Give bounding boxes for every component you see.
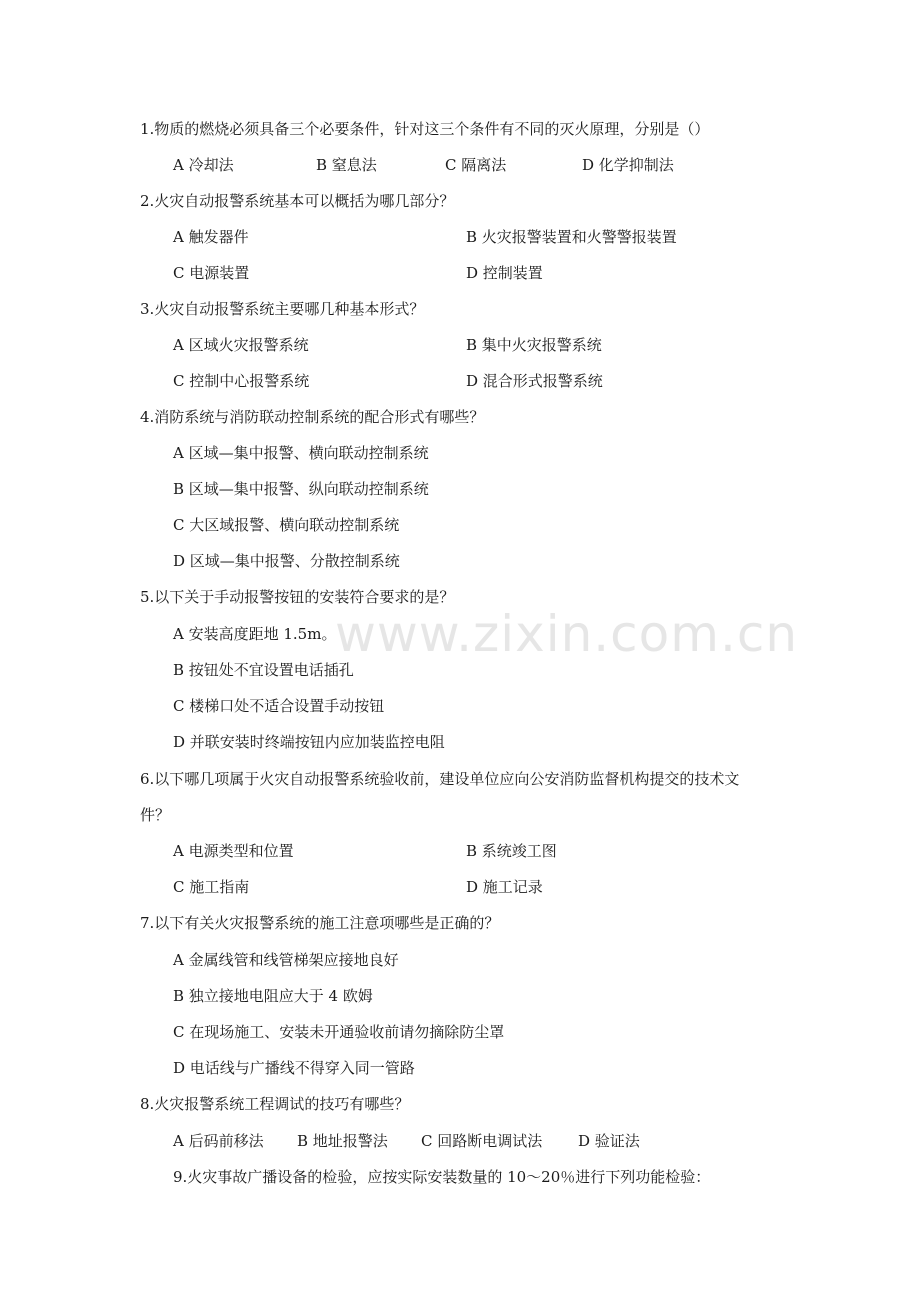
option-c: C 回路断电调试法 [421,1132,543,1150]
option-b: B 集中火灾报警系统 [466,336,602,354]
option-d: D 施工记录 [466,878,543,896]
option-b: B 区域—集中报警、纵向联动控制系统 [173,480,429,498]
option-c: C 施工指南 [173,878,250,896]
option-b: B 独立接地电阻应大于 4 欧姆 [173,987,373,1005]
option-c: C 控制中心报警系统 [173,372,310,390]
option-c: C 电源装置 [173,264,250,282]
option-d: D 区域—集中报警、分散控制系统 [173,552,400,570]
option-b: B 火灾报警装置和火警警报装置 [466,228,677,246]
watermark: www.zixin.com.cn [335,605,799,663]
option-b: B 系统竣工图 [466,842,557,860]
question-5: 5.以下关于手动报警按钮的安装符合要求的是？ [140,588,455,606]
option-d: D 并联安装时终端按钮内应加装监控电阻 [173,733,445,751]
question-6-line-2: 件？ [140,806,171,824]
option-d: D 验证法 [578,1132,640,1150]
option-d: D 电话线与广播线不得穿入同一管路 [173,1059,415,1077]
option-a: A 区域—集中报警、横向联动控制系统 [173,444,429,462]
question-7: 7.以下有关火灾报警系统的施工注意项哪些是正确的？ [140,914,500,932]
question-1: 1.物质的燃烧必须具备三个必要条件，针对这三个条件有不同的灭火原理，分别是（） [140,120,710,138]
option-c: C 楼梯口处不适合设置手动按钮 [173,697,385,715]
option-a: A 冷却法 [173,156,234,174]
option-a: A 区域火灾报警系统 [173,336,309,354]
question-6-line-1: 6.以下哪几项属于火灾自动报警系统验收前，建设单位应向公安消防监督机构提交的技术文 [140,770,740,788]
option-a: A 安装高度距地 1.5m。 [173,625,337,643]
option-a: A 电源类型和位置 [173,842,294,860]
option-b: B 窒息法 [316,156,377,174]
question-8: 8.火灾报警系统工程调试的技巧有哪些？ [140,1095,410,1113]
option-c: C 在现场施工、安装未开通验收前请勿摘除防尘罩 [173,1023,505,1041]
option-b: B 地址报警法 [297,1132,388,1150]
question-3: 3.火灾自动报警系统主要哪几种基本形式？ [140,300,425,318]
option-d: D 控制装置 [466,264,543,282]
option-d: D 化学抑制法 [582,156,674,174]
option-d: D 混合形式报警系统 [466,372,603,390]
option-a: A 金属线管和线管梯架应接地良好 [173,951,399,969]
question-9: 9.火灾事故广播设备的检验，应按实际安装数量的 10～20％进行下列功能检验： [173,1168,711,1186]
option-a: A 后码前移法 [173,1132,264,1150]
option-a: A 触发器件 [173,228,249,246]
option-c: C 大区域报警、横向联动控制系统 [173,516,400,534]
question-4: 4.消防系统与消防联动控制系统的配合形式有哪些？ [140,408,485,426]
question-2: 2.火灾自动报警系统基本可以概括为哪几部分？ [140,192,455,210]
option-b: B 按钮处不宜设置电话插孔 [173,661,354,679]
option-c: C 隔离法 [445,156,507,174]
